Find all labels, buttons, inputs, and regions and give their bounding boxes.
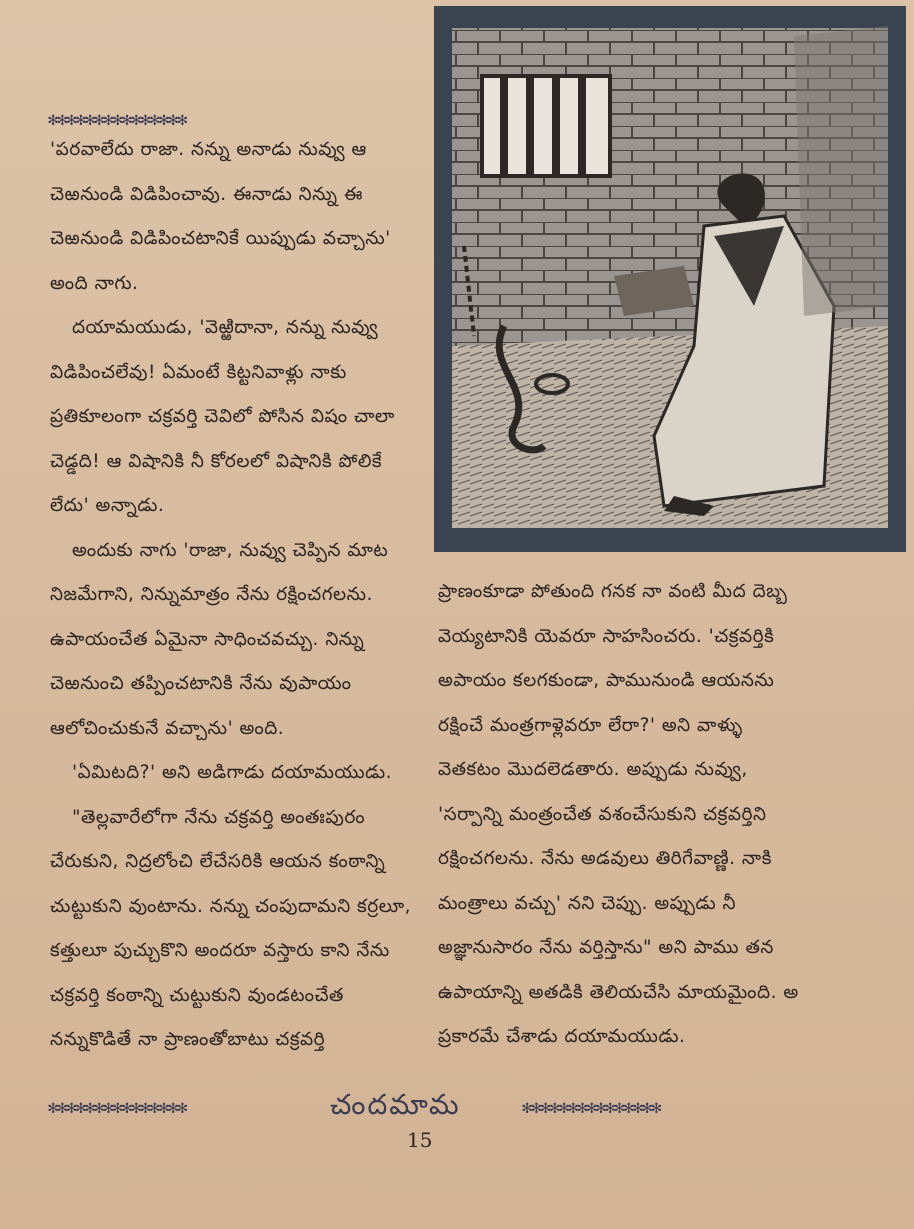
bottom-left-ornament-border: ✻✻✻✻✻✻✻✻✻✻✻✻✻✻✻ bbox=[48, 1098, 187, 1118]
page-number: 15 bbox=[407, 1128, 433, 1152]
top-ornament-border: ✻✻✻✻✻✻✻✻✻✻✻✻✻✻✻ bbox=[48, 110, 187, 130]
paragraph: దయామయుడు, 'వెఱ్ఱిదానా, నన్ను నువ్వు విడిపించలేవు! ఏమంటే కిట్టనివాళ్లు నాకు ప్రతికూలంగా చక్రవర్తి చెవిలో పోసిన విషం చాలా చెడ్డది! ఆ విషానికి నీ కోరలలో విషానికి పోలికే లేదు' అన్నాడు. bbox=[50, 317, 395, 516]
prison-cell-drawing bbox=[434, 6, 906, 552]
paragraph: "తెల్లవారేలోగా నేను చక్రవర్తి అంతఃపురం చేరుకుని, నిద్రలోంచి లేచేసరికి ఆయన కంఠాన్ని చుట్టుకుని వుంటాను. నన్ను చంపుదామని కర్రలూ, కత్తులూ పుచ్చుకొని అందరూ వస్తారు కాని నేను చక్రవర్తి కంఠాన్ని చుట్టుకుని వుండటంచేత నన్నుకొడితే నా ప్రాణంతోబాటు చక్రవర్తి bbox=[50, 806, 412, 1050]
story-illustration bbox=[434, 6, 906, 552]
paragraph: 'ఏమిటది?' అని అడిగాడు దయామయుడు. bbox=[72, 762, 393, 783]
magazine-title: చందమామ bbox=[330, 1088, 461, 1121]
paragraph: ప్రాణంకూడా పోతుంది గనక నా వంటి మీద దెబ్బ వెయ్యటానికి యెవరూ సాహసించరు. 'చక్రవర్తికి అపాయం కలగకుండా, పామునుండి ఆయనను రక్షించే మంత్రగాళ్లెవరూ లేరా?' అని వాళ్ళు వెతకటం మొదలెడతారు. అప్పుడు నువ్వు, 'సర్పాన్ని మంత్రంచేత వశంచేసుకుని చక్రవర్తిని రక్షించగలను. నేను అడవులు తిరిగేవాణ్ణి. నాకి మంత్రాలు వచ్చు' నని చెప్పు. అప్పుడు నీ అజ్ఞానుసారం నేను వర్తిస్తాను" అని పాము తన ఉపాయాన్ని అతడికి తెలియచేసి మాయమైంది. అ ప్రకారమే చేశాడు దయామయుడు. bbox=[438, 581, 799, 1047]
bottom-right-ornament-border: ✻✻✻✻✻✻✻✻✻✻✻✻✻✻✻ bbox=[522, 1098, 661, 1118]
paragraph: 'పరవాలేదు రాజా. నన్ను అనాడు నువ్వు ఆ చెఱనుండి విడిపించావు. ఈనాడు నిన్ను ఈ చెఱనుండి విడిపించటానికే యిప్పుడు వచ్చాను' అంది నాగు. bbox=[50, 139, 391, 294]
paragraph: అందుకు నాగు 'రాజా, నువ్వు చెప్పిన మాట నిజమేగాని, నిన్నుమాత్రం నేను రక్షించగలను. ఉపాయంచేత ఏమైనా సాధించవచ్చు. నిన్ను చెఱనుంచి తప్పించటానికి నేను వుపాయం ఆలోచించుకునే వచ్చాను' అంది. bbox=[50, 539, 389, 739]
right-text-column bbox=[438, 570, 810, 1060]
left-text-column bbox=[50, 128, 422, 1063]
